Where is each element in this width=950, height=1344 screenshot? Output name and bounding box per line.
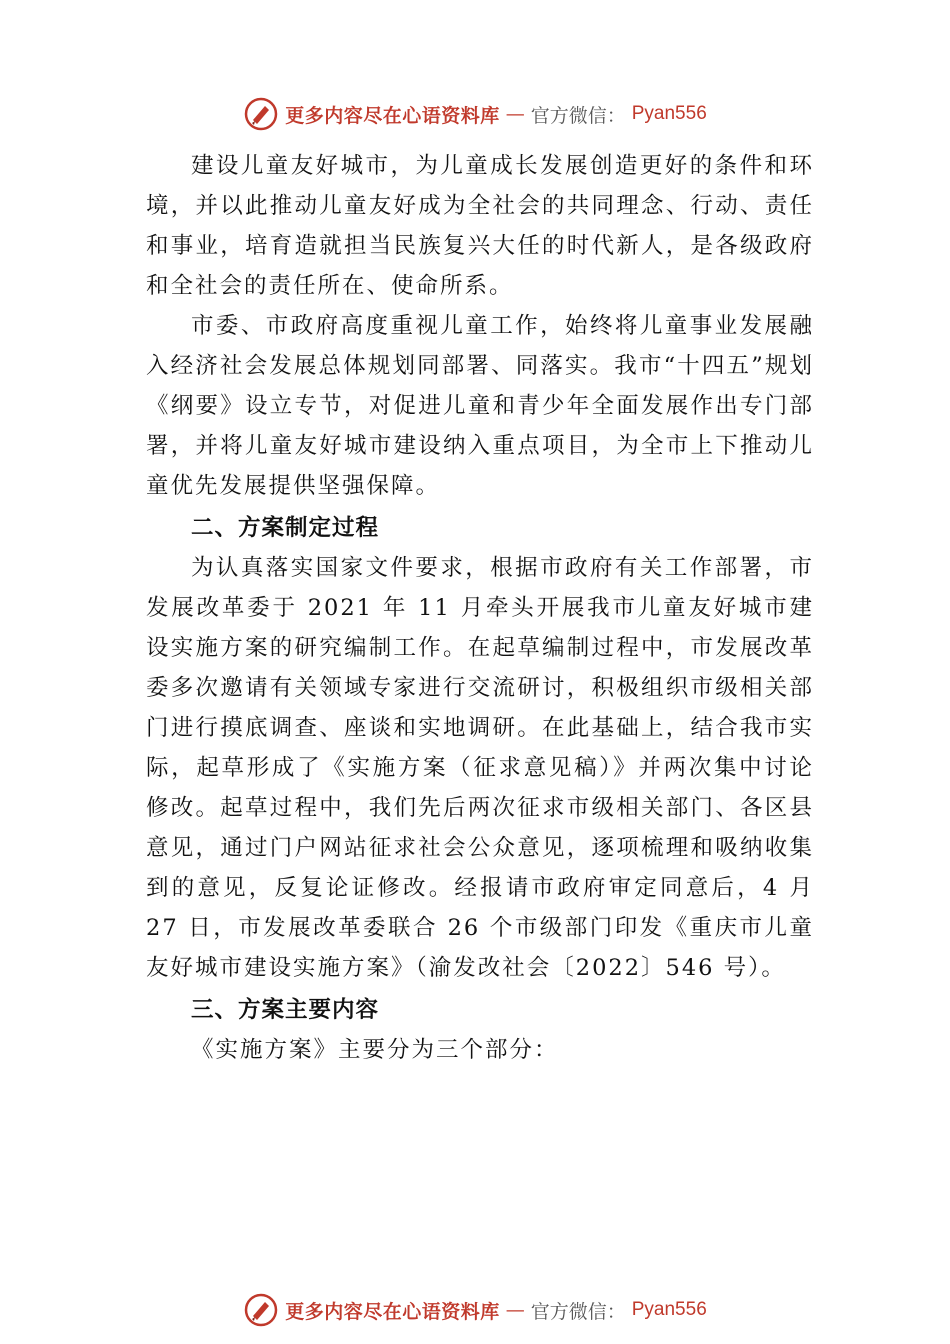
watermark-id: Pyan556	[631, 103, 707, 124]
watermark-id: Pyan556	[631, 1299, 707, 1320]
watermark-brand: 更多内容尽在心语资料库	[285, 104, 500, 127]
section-heading-3: 三、方案主要内容	[191, 997, 380, 1023]
watermark-dash: —	[505, 1299, 525, 1321]
paragraph-1: 建设儿童友好城市，为儿童成长发展创造更好的条件和环境，并以此推动儿童友好成为全社会的共同理念、行动、责任和事业，培育造就担当民族复兴大任的时代新人，是各级政府和全社会的责任所在、使命所系。	[146, 153, 814, 299]
logo-icon	[243, 1292, 279, 1328]
logo-icon	[243, 96, 279, 132]
watermark-footer	[0, 1292, 950, 1328]
watermark-official: 官方微信：	[530, 1300, 626, 1323]
paragraph-3: 为认真落实国家文件要求，根据市政府有关工作部署，市发展改革委于 2021 年 11 月牵头开展我市儿童友好城市建设实施方案的研究编制工作。在起草编制过程中，市发展改革委多次邀请有关领域专家进行交流研讨，积极组织市级相关部门进行摸底调查、座谈和实地调研。在此基础上，结合我市实际，起草形成了《实施方案（征求意见稿）》并两次集中讨论修改。起草过程中，我们先后两次征求市级相关部门、各区县意见，通过门户网站征求社会公众意见，逐项梳理和吸纳收集到的意见，反复论证修改。经报请市政府审定同意后，4 月 27 日，市发展改革委联合 26 个市级部门印发《重庆市儿童友好城市建设实施方案》（渝发改社会〔2022〕546 号）。	[146, 555, 814, 981]
watermark-official: 官方微信：	[530, 104, 626, 127]
document-body	[146, 146, 814, 1070]
watermark-brand: 更多内容尽在心语资料库	[285, 1300, 500, 1323]
paragraph-4: 《实施方案》主要分为三个部分：	[191, 1037, 559, 1063]
watermark-dash: —	[505, 103, 525, 125]
paragraph-2: 市委、市政府高度重视儿童工作，始终将儿童事业发展融入经济社会发展总体规划同部署、同落实。我市“十四五”规划《纲要》设立专节，对促进儿童和青少年全面发展作出专门部署，并将儿童友好城市建设纳入重点项目，为全市上下推动儿童优先发展提供坚强保障。	[146, 313, 814, 499]
watermark-header	[0, 96, 950, 132]
section-heading-2: 二、方案制定过程	[191, 515, 380, 541]
